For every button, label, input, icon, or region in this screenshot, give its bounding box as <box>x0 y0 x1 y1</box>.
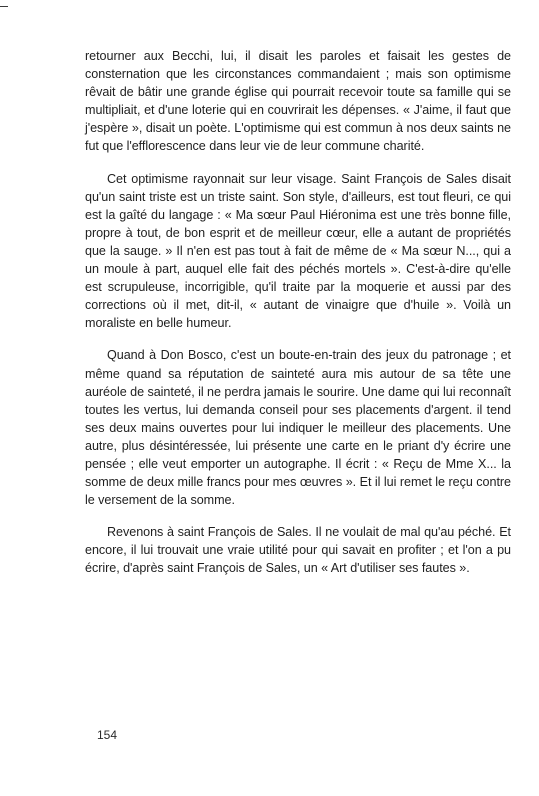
paragraph-1: retourner aux Becchi, lui, il disait les paroles et faisait les gestes de consternation que les circonstances commandaient ; mais son optimisme rêvait de bâtir une grande église qui pourrait recevoir toute sa famille qui se multipliait, et d'une loterie qui en couvrirait les dépenses. « J'aime, il faut que j'espère », disait un poète. L'optimisme qui est commun à nos deux saints ne fut que l'efflorescence dans leur vie de leur commune charité. <box>85 49 511 154</box>
page-number: 154 <box>97 728 118 742</box>
paragraph-4: Revenons à saint François de Sales. Il ne voulait de mal qu'au péché. Et encore, il lui trouvait une vraie utilité pour qui savait en profiter ; et l'on a pu écrire, d'après saint François de Sales, un « Art d'utiliser ses fautes ». <box>85 525 511 576</box>
scan-corner-mark <box>0 6 8 7</box>
body-text <box>85 47 511 592</box>
paragraph-2: Cet optimisme rayonnait sur leur visage. Saint François de Sales disait qu'un saint triste est un triste saint. Son style, d'ailleurs, est tout fleuri, ce qui est la gaîté du langage : « Ma sœur Paul Hiéronima est une très bonne fille, propre à tout, de bon esprit et de meilleur cœur, elle a autant de propriétés que la sauge. » Il n'en est pas tout à fait de même de « Ma sœur N..., qui a un moule à part, auquel elle fait des péchés mortels ». C'est-à-dire qu'elle est scrupuleuse, incorrigible, qu'il traite par la moquerie et aussi par des corrections où il met, dit-il, « autant de vinaigre que d'huile ». Voilà un moraliste en belle humeur. <box>85 171 511 331</box>
paragraph-3: Quand à Don Bosco, c'est un boute-en-train des jeux du patronage ; et même quand sa réputation de sainteté aura mis autour de sa tête une auréole de sainteté, il ne perdra jamais le sourire. Une dame qui lui reconnaît toutes les vertus, lui demanda conseil pour ses placements d'argent. il tend ses deux mains ouvertes pour lui indiquer le meilleur des placements. Une autre, plus désintéressée, lui présente une carte en le priant d'y écrire une pensée ; elle veut emporter un autographe. Il écrit : « Reçu de Mme X... la somme de deux mille francs pour mes œuvres ». Et il lui remet le reçu contre le versement de la somme. <box>85 348 511 508</box>
